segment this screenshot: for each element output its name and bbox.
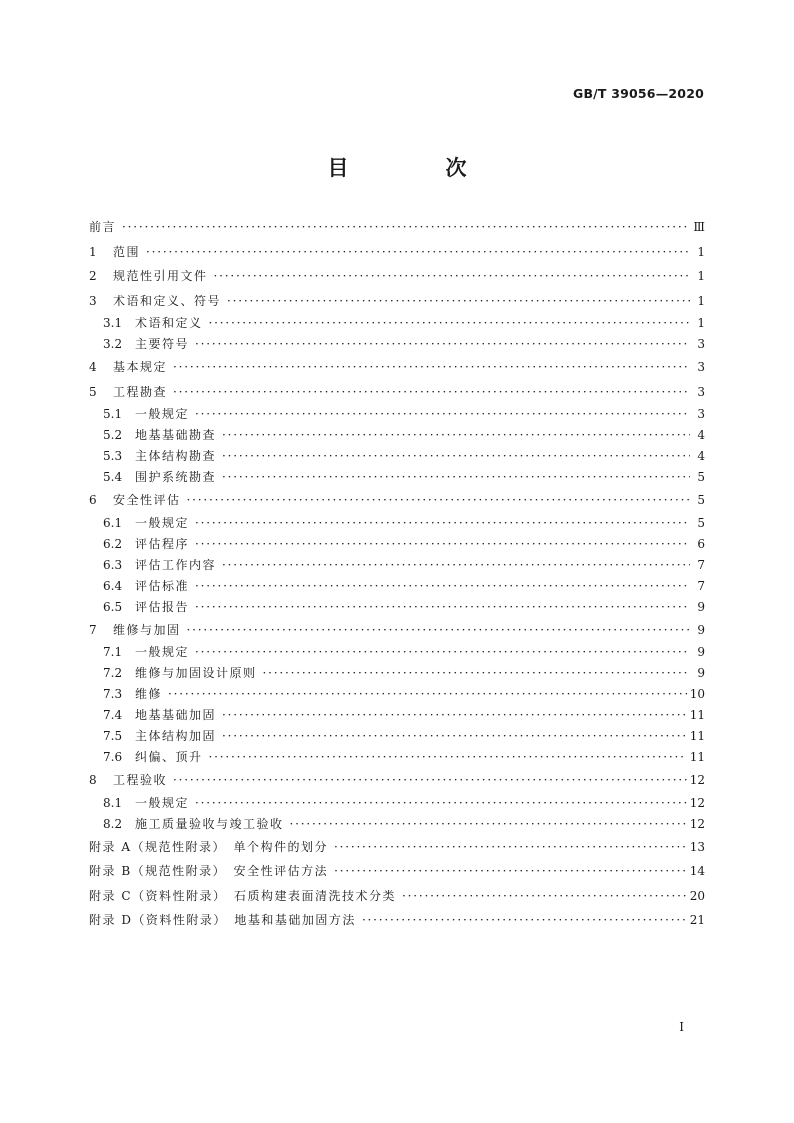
toc-entry-page: 21 bbox=[689, 913, 705, 927]
toc-entry[interactable] bbox=[89, 534, 705, 555]
toc-entry-label: 一般规定 bbox=[135, 645, 190, 659]
page-title: 目 次 bbox=[327, 156, 505, 180]
toc-entry-label: 维修与加固设计原则 bbox=[135, 666, 257, 680]
toc-entry[interactable] bbox=[89, 240, 705, 265]
toc-entry-number: 3.1 bbox=[103, 316, 123, 330]
toc-entry[interactable] bbox=[89, 768, 705, 793]
toc-entry[interactable] bbox=[89, 555, 705, 576]
toc-entry-label: 施工质量验收与竣工验收 bbox=[135, 816, 284, 831]
toc-entry-page: 20 bbox=[689, 888, 705, 903]
toc-entry-number: 6.5 bbox=[103, 599, 123, 614]
toc-leader-dots bbox=[173, 380, 690, 405]
toc-entry-number: 6.1 bbox=[103, 515, 123, 530]
toc-leader-dots bbox=[362, 908, 687, 933]
toc-entry[interactable] bbox=[89, 380, 705, 405]
toc-entry-page: 5 bbox=[697, 515, 705, 530]
toc-entry-page: 1 bbox=[697, 269, 705, 283]
toc-leader-dots bbox=[222, 446, 690, 467]
toc-entry-page: 12 bbox=[689, 773, 705, 787]
toc-entry-label: 附录 A（规范性附录） 单个构件的划分 bbox=[89, 839, 328, 854]
toc-leader-dots bbox=[222, 467, 690, 488]
toc-entry[interactable] bbox=[89, 313, 705, 334]
toc-entry-label: 基本规定 bbox=[113, 360, 168, 374]
toc-leader-dots bbox=[402, 884, 687, 909]
toc-leader-dots bbox=[195, 513, 690, 534]
toc-entry[interactable] bbox=[89, 908, 705, 933]
toc-leader-dots bbox=[195, 576, 690, 597]
toc-entry-label: 地基基础勘查 bbox=[135, 428, 217, 442]
toc-entry-page: 9 bbox=[697, 666, 705, 680]
toc-leader-dots bbox=[290, 814, 687, 835]
toc-leader-dots bbox=[227, 289, 690, 314]
toc-entry[interactable] bbox=[89, 859, 705, 884]
toc-leader-dots bbox=[187, 488, 690, 513]
toc-entry-number: 7 bbox=[89, 622, 97, 637]
toc-entry[interactable] bbox=[89, 264, 705, 289]
toc-leader-dots bbox=[222, 726, 687, 747]
toc-entry-page: 11 bbox=[689, 729, 705, 743]
toc-entry-page: 4 bbox=[697, 428, 705, 442]
toc-entry-label: 围护系统勘查 bbox=[135, 470, 217, 484]
toc-leader-dots bbox=[195, 404, 690, 425]
toc-entry-label: 术语和定义、符号 bbox=[113, 293, 222, 308]
toc-entry-page: 5 bbox=[697, 493, 705, 507]
toc-entry-label: 主体结构勘查 bbox=[135, 449, 217, 463]
toc-entry-label: 范围 bbox=[113, 244, 141, 259]
toc-entry-label: 评估标准 bbox=[135, 578, 190, 593]
toc-leader-dots bbox=[195, 793, 687, 814]
toc-entry-page: Ⅲ bbox=[693, 220, 705, 234]
toc-leader-dots bbox=[209, 747, 687, 768]
toc-entry-number: 1 bbox=[89, 244, 97, 259]
toc-entry-label: 安全性评估 bbox=[113, 493, 181, 507]
toc-entry-page: 6 bbox=[697, 536, 705, 551]
toc-entry[interactable] bbox=[89, 404, 705, 425]
toc-entry[interactable] bbox=[89, 334, 705, 355]
toc-entry-page: 3 bbox=[697, 384, 705, 399]
toc-leader-dots bbox=[209, 313, 690, 334]
footer-page-number: I bbox=[679, 1020, 684, 1034]
toc-entry-page: 9 bbox=[697, 622, 705, 637]
toc-entry-label: 一般规定 bbox=[135, 407, 190, 421]
toc-leader-dots bbox=[222, 425, 690, 446]
toc-entry[interactable] bbox=[89, 814, 705, 835]
toc-entry[interactable] bbox=[89, 446, 705, 467]
toc-leader-dots bbox=[195, 534, 690, 555]
toc-leader-dots bbox=[195, 597, 690, 618]
toc-entry-page: 12 bbox=[689, 795, 705, 810]
toc-entry[interactable] bbox=[89, 355, 705, 380]
toc-entry[interactable] bbox=[89, 576, 705, 597]
toc-leader-dots bbox=[187, 618, 690, 643]
toc-entry-label: 工程验收 bbox=[113, 773, 168, 787]
toc-entry[interactable] bbox=[89, 618, 705, 643]
toc-leader-dots bbox=[173, 355, 690, 380]
toc-entry-page: 13 bbox=[689, 839, 705, 854]
toc-entry-number: 4 bbox=[89, 360, 97, 374]
toc-entry-number: 6 bbox=[89, 493, 97, 507]
toc-entry[interactable] bbox=[89, 642, 705, 663]
toc-entry[interactable] bbox=[89, 726, 705, 747]
toc-entry-number: 7.4 bbox=[103, 708, 123, 722]
toc-entry-number: 8.1 bbox=[103, 795, 123, 810]
toc-entry-label: 一般规定 bbox=[135, 515, 190, 530]
toc-entry-page: 9 bbox=[697, 599, 705, 614]
toc-leader-dots bbox=[334, 835, 687, 860]
toc-entry-number: 7.6 bbox=[103, 750, 123, 764]
toc-entry[interactable] bbox=[89, 684, 705, 705]
toc-entry-number: 7.5 bbox=[103, 729, 123, 743]
toc-entry-number: 6.2 bbox=[103, 536, 123, 551]
toc-entry[interactable] bbox=[89, 513, 705, 534]
toc-entry-page: 7 bbox=[697, 578, 705, 593]
toc-entry-label: 地基基础加固 bbox=[135, 708, 217, 722]
toc-entry[interactable] bbox=[89, 793, 705, 814]
toc-leader-dots bbox=[195, 642, 690, 663]
toc-entry-number: 3.2 bbox=[103, 337, 123, 351]
toc-entry-label: 规范性引用文件 bbox=[113, 269, 208, 283]
toc-leader-dots bbox=[222, 705, 687, 726]
toc-leader-dots bbox=[195, 334, 690, 355]
toc-entry-number: 5.4 bbox=[103, 470, 123, 484]
toc-entry-number: 8.2 bbox=[103, 816, 123, 831]
toc-entry-label: 评估工作内容 bbox=[135, 557, 217, 572]
toc-entry-label: 工程勘查 bbox=[113, 384, 168, 399]
toc-entry-label: 术语和定义 bbox=[135, 316, 203, 330]
toc-entry[interactable] bbox=[89, 467, 705, 488]
toc-leader-dots bbox=[146, 240, 690, 265]
toc-entry-page: 7 bbox=[697, 557, 705, 572]
toc-entry-number: 7.1 bbox=[103, 645, 123, 659]
toc-leader-dots bbox=[168, 684, 687, 705]
toc-entry-page: 5 bbox=[697, 470, 705, 484]
toc-entry-page: 9 bbox=[697, 645, 705, 659]
toc-entry-page: 11 bbox=[689, 708, 705, 722]
toc-entry-label: 主体结构加固 bbox=[135, 729, 217, 743]
toc-entry-number: 5.3 bbox=[103, 449, 123, 463]
toc-leader-dots bbox=[214, 264, 690, 289]
toc-entry-label: 评估报告 bbox=[135, 599, 190, 614]
toc-entry-page: 3 bbox=[697, 360, 705, 374]
toc-entry-label: 纠偏、顶升 bbox=[135, 750, 203, 764]
toc-entry-label: 评估程序 bbox=[135, 536, 190, 551]
toc-entry-number: 7.2 bbox=[103, 666, 123, 680]
toc-entry[interactable] bbox=[89, 747, 705, 768]
toc-entry[interactable] bbox=[89, 488, 705, 513]
table-of-contents bbox=[89, 215, 705, 933]
toc-entry-number: 5 bbox=[89, 384, 97, 399]
toc-leader-dots bbox=[122, 215, 690, 240]
toc-leader-dots bbox=[263, 663, 690, 684]
toc-entry-number: 3 bbox=[89, 293, 97, 308]
toc-entry-number: 6.4 bbox=[103, 578, 123, 593]
toc-entry-page: 10 bbox=[689, 687, 705, 701]
toc-entry[interactable] bbox=[89, 289, 705, 314]
toc-entry-page: 1 bbox=[697, 316, 705, 330]
toc-entry-number: 2 bbox=[89, 269, 97, 283]
toc-entry-page: 4 bbox=[697, 449, 705, 463]
toc-entry[interactable] bbox=[89, 425, 705, 446]
toc-entry[interactable] bbox=[89, 884, 705, 909]
toc-entry-number: 8 bbox=[89, 773, 97, 787]
toc-entry-label: 主要符号 bbox=[135, 337, 190, 351]
toc-leader-dots bbox=[334, 859, 687, 884]
toc-entry-label: 维修 bbox=[135, 687, 163, 701]
toc-entry-page: 3 bbox=[697, 407, 705, 421]
toc-entry-number: 7.3 bbox=[103, 687, 123, 701]
toc-entry-label: 一般规定 bbox=[135, 795, 190, 810]
toc-entry-number: 5.1 bbox=[103, 407, 123, 421]
toc-entry-label: 附录 D（资料性附录） 地基和基础加固方法 bbox=[89, 913, 356, 927]
toc-entry-page: 12 bbox=[689, 816, 705, 831]
toc-entry[interactable] bbox=[89, 215, 705, 240]
toc-entry-page: 1 bbox=[697, 293, 705, 308]
toc-entry[interactable] bbox=[89, 835, 705, 860]
toc-entry-page: 11 bbox=[689, 750, 705, 764]
toc-entry[interactable] bbox=[89, 705, 705, 726]
toc-entry-label: 维修与加固 bbox=[113, 622, 181, 637]
toc-entry-page: 1 bbox=[697, 244, 705, 259]
toc-leader-dots bbox=[222, 555, 690, 576]
toc-entry-label: 附录 B（规范性附录） 安全性评估方法 bbox=[89, 864, 329, 878]
toc-entry-number: 5.2 bbox=[103, 428, 123, 442]
toc-entry-page: 14 bbox=[689, 864, 705, 878]
toc-entry[interactable] bbox=[89, 597, 705, 618]
toc-entry-label: 附录 C（资料性附录） 石质构建表面清洗技术分类 bbox=[89, 888, 396, 903]
toc-leader-dots bbox=[173, 768, 687, 793]
toc-entry[interactable] bbox=[89, 663, 705, 684]
toc-entry-page: 3 bbox=[697, 337, 705, 351]
toc-entry-label: 前言 bbox=[89, 220, 117, 234]
standard-code: GB/T 39056—2020 bbox=[572, 86, 704, 101]
toc-entry-number: 6.3 bbox=[103, 557, 123, 572]
